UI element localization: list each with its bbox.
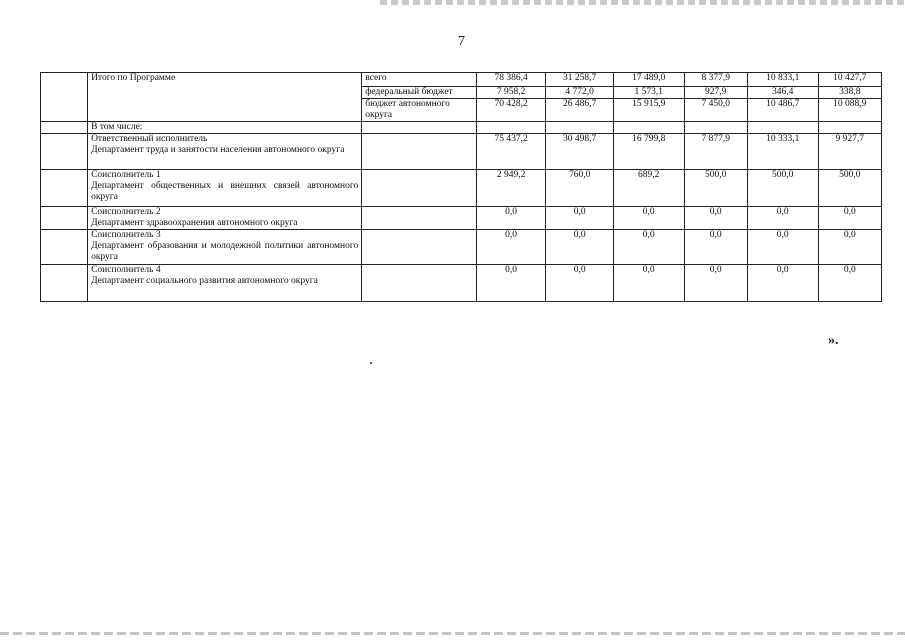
table-cell-empty [41,73,88,122]
table-cell-empty [362,170,477,207]
value-cell: 0,0 [546,265,614,302]
value-cell: 8 377,9 [684,73,747,87]
table-row-executor [41,134,882,170]
table-cell-empty [476,122,546,134]
value-cell: 0,0 [613,207,684,230]
value-cell: 15 915,9 [613,99,684,122]
executor-role: Соисполнитель 3 [91,230,161,240]
executor-department: Департамент общественных и внешних связей автономного округа [91,181,359,202]
table-row-co-executor [41,265,882,302]
value-cell: 500,0 [684,170,747,207]
table-row-co-executor [41,207,882,230]
value-cell: 16 799,8 [613,134,684,170]
value-cell: 31 258,7 [546,73,614,87]
executor-department: Департамент социального развития автономного округа [91,276,318,286]
value-cell: 70 428,2 [476,99,546,122]
table-cell-empty [613,122,684,134]
scan-edge-top [380,0,905,5]
table-cell-empty [362,230,477,265]
executor-cell [88,134,362,170]
value-cell: 0,0 [476,207,546,230]
value-cell: 10 427,7 [818,73,881,87]
table-row-co-executor [41,230,882,265]
executor-role: Соисполнитель 1 [91,170,161,180]
value-cell: 0,0 [747,265,818,302]
value-cell: 689,2 [613,170,684,207]
table-cell-empty [41,265,88,302]
program-funding-table [40,72,882,302]
table-cell-empty [362,265,477,302]
value-cell: 10 088,9 [818,99,881,122]
value-cell: 4 772,0 [546,87,614,99]
value-cell: 346,4 [747,87,818,99]
including-label: В том числе: [88,122,362,134]
table-cell-empty [362,134,477,170]
value-cell: 0,0 [747,207,818,230]
table-cell-empty [41,207,88,230]
value-cell: 7 958,2 [476,87,546,99]
value-cell: 2 949,2 [476,170,546,207]
value-cell: 9 927,7 [818,134,881,170]
value-cell: 927,9 [684,87,747,99]
executor-cell [88,265,362,302]
executor-cell [88,170,362,207]
table-cell-empty [747,122,818,134]
table-cell-empty [41,170,88,207]
value-cell: 0,0 [818,265,881,302]
value-cell: 0,0 [818,230,881,265]
page-number: 7 [458,34,465,49]
value-cell: 0,0 [684,230,747,265]
value-cell: 30 498,7 [546,134,614,170]
value-cell: 0,0 [747,230,818,265]
executor-department: Департамент труда и занятости населения автономного округа [91,145,345,155]
table-cell-empty [546,122,614,134]
table-cell-empty [41,134,88,170]
executor-cell [88,230,362,265]
value-cell: 7 450,0 [684,99,747,122]
value-cell: 75 437,2 [476,134,546,170]
value-cell: 17 489,0 [613,73,684,87]
table-cell-empty [41,230,88,265]
executor-role: Соисполнитель 2 [91,207,161,217]
source-label: всего [362,73,477,87]
table-row-co-executor [41,170,882,207]
value-cell: 0,0 [818,207,881,230]
table-cell-empty [41,122,88,134]
value-cell: 338,8 [818,87,881,99]
table-cell-empty [362,122,477,134]
value-cell: 10 486,7 [747,99,818,122]
value-cell: 0,0 [613,230,684,265]
value-cell: 1 573,1 [613,87,684,99]
table-row-including [41,122,882,134]
executor-department: Департамент здравоохранения автономного округа [91,218,298,228]
value-cell: 0,0 [546,230,614,265]
value-cell: 7 877,9 [684,134,747,170]
value-cell: 10 833,1 [747,73,818,87]
value-cell: 26 486,7 [546,99,614,122]
table-cell-empty [818,122,881,134]
value-cell: 78 386,4 [476,73,546,87]
source-label: бюджет автономного округа [362,99,477,122]
value-cell: 500,0 [818,170,881,207]
scan-speck [370,362,372,364]
value-cell: 0,0 [684,265,747,302]
value-cell: 0,0 [476,230,546,265]
table-row-total-all [41,73,882,87]
value-cell: 0,0 [546,207,614,230]
value-cell: 0,0 [613,265,684,302]
value-cell: 760,0 [546,170,614,207]
executor-role: Соисполнитель 4 [91,265,161,275]
executor-department: Департамент образования и молодежной политики автономного округа [91,241,359,262]
scan-edge-bottom [0,632,905,635]
source-label: федеральный бюджет [362,87,477,99]
value-cell: 10 333,1 [747,134,818,170]
executor-role: Ответственный исполнитель [91,134,208,144]
table-cell-empty [684,122,747,134]
value-cell: 0,0 [476,265,546,302]
total-label: Итого по Программе [88,73,362,122]
value-cell: 500,0 [747,170,818,207]
closing-quote-mark: ». [828,333,839,348]
executor-cell [88,207,362,230]
table-cell-empty [362,207,477,230]
value-cell: 0,0 [684,207,747,230]
